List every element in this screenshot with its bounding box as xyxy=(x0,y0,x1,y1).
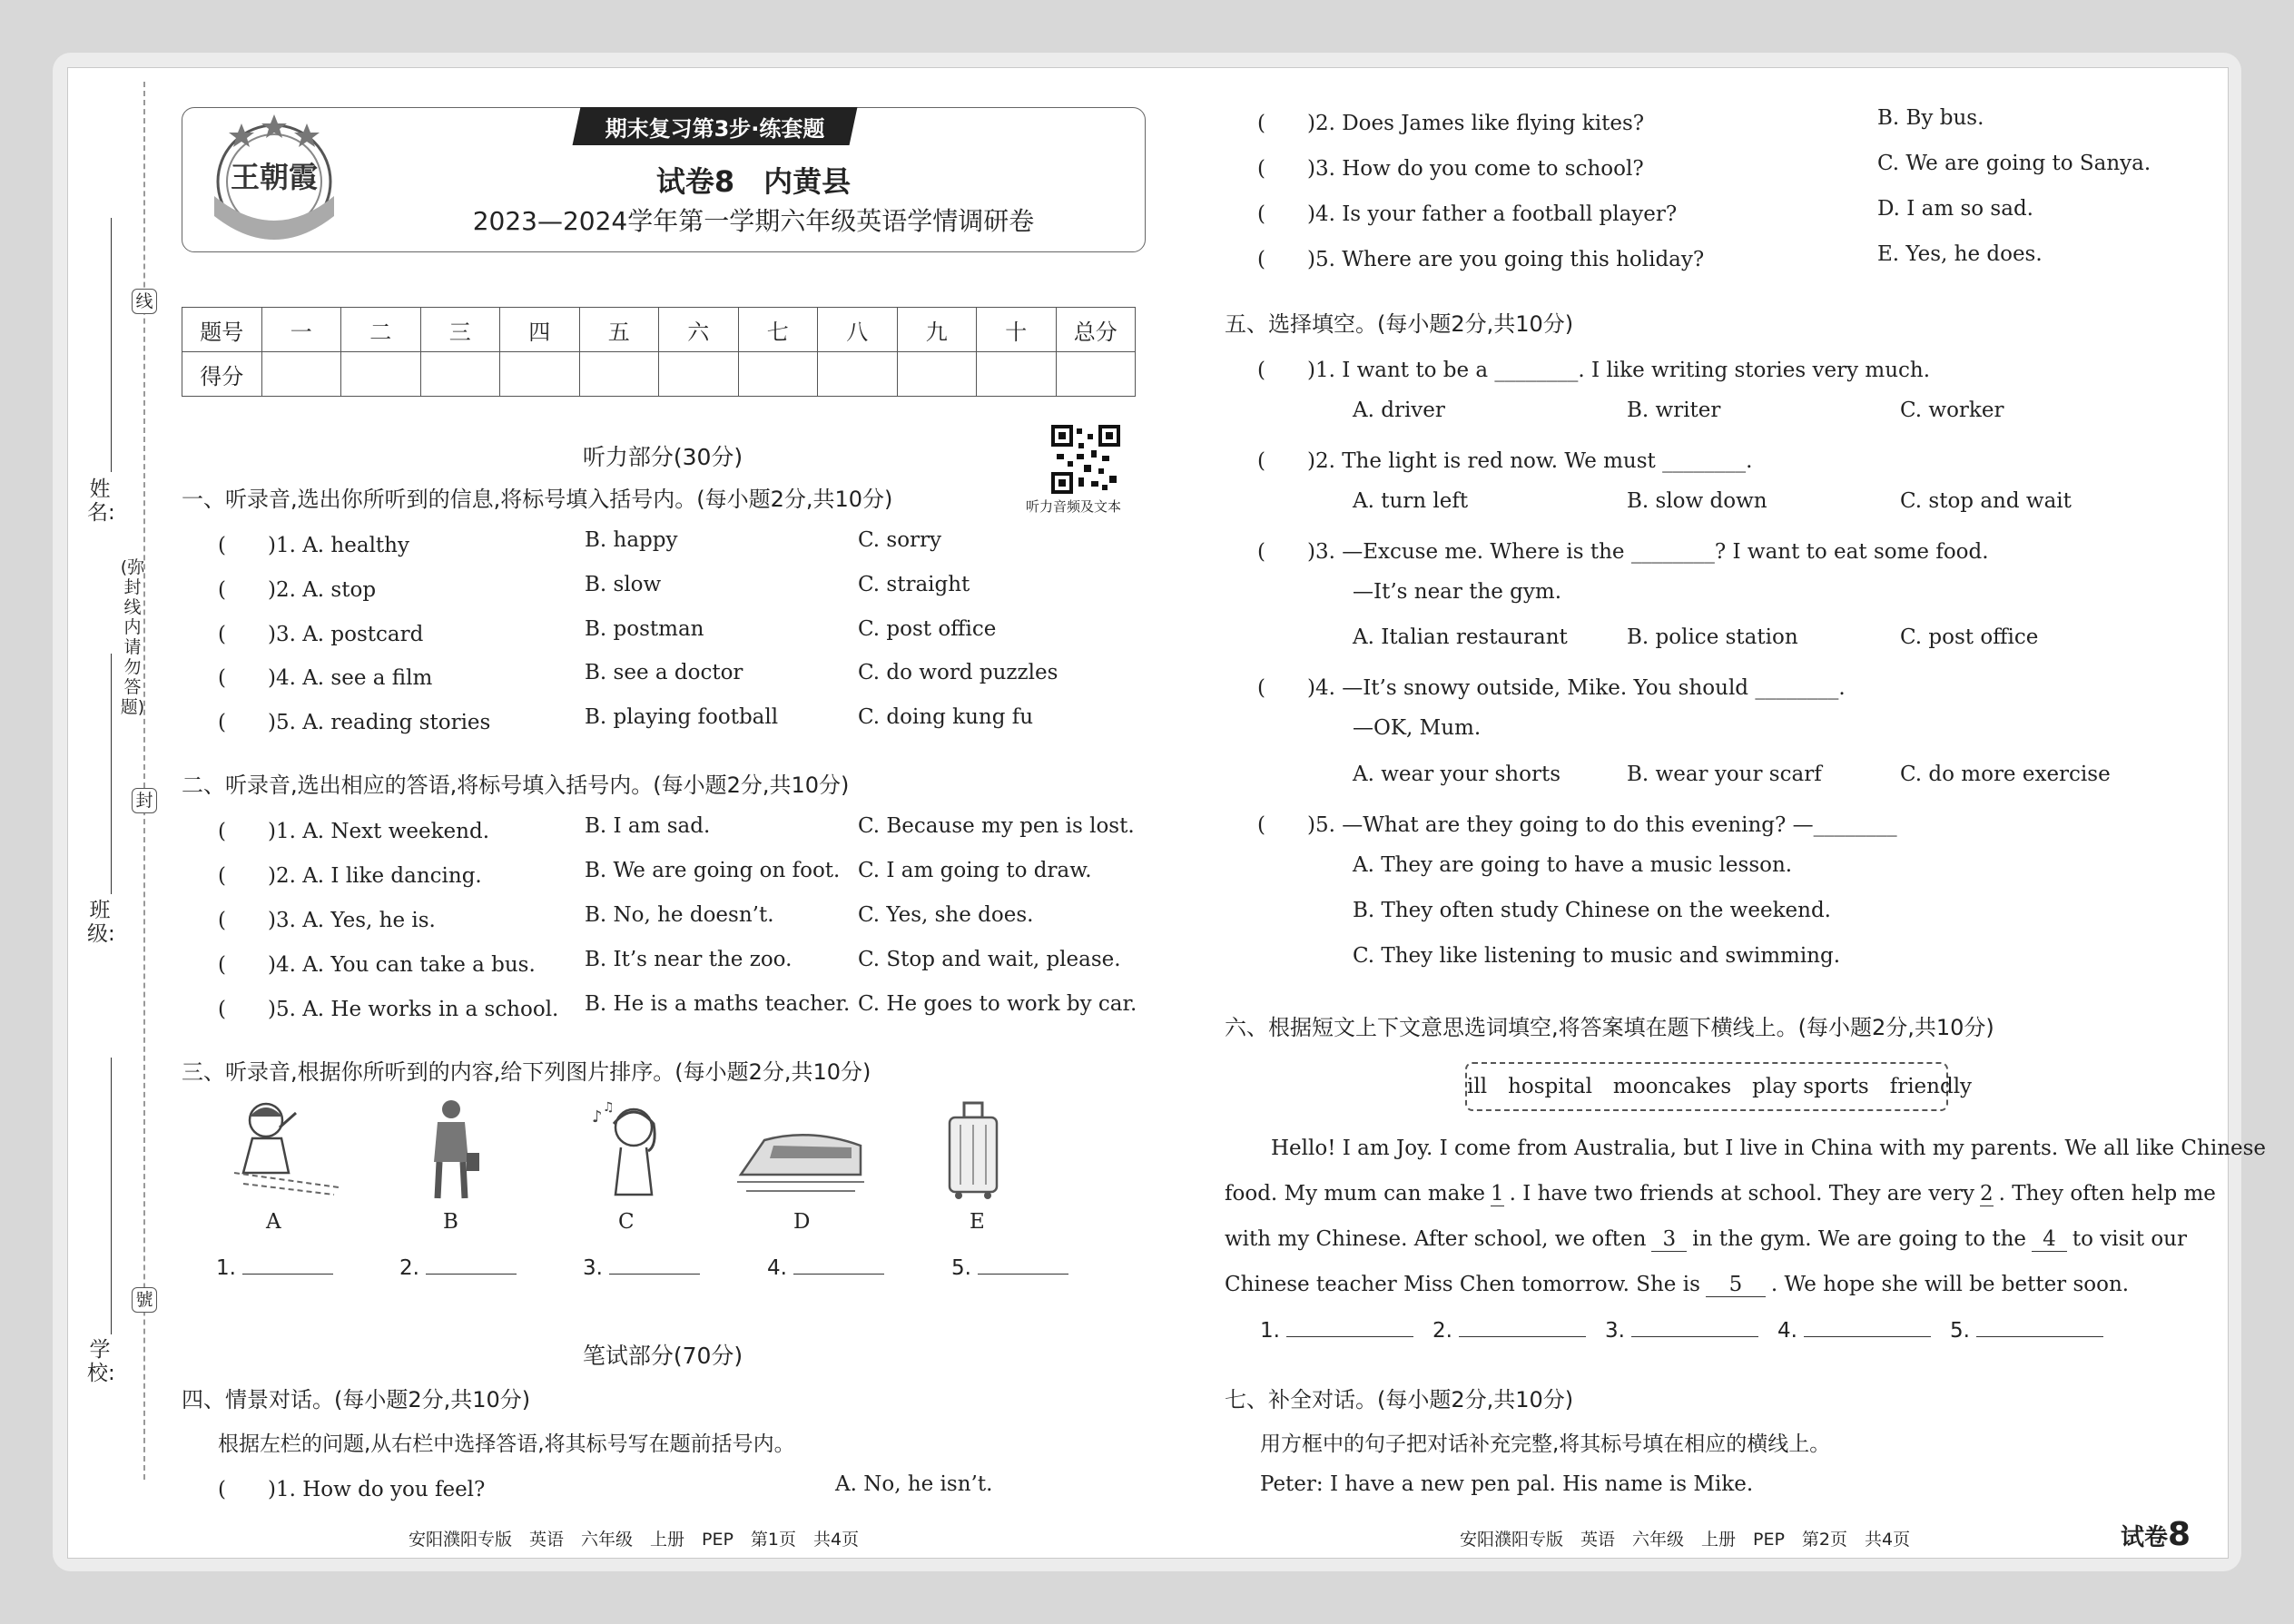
s5-q5-opt-c: C. They like listening to music and swimming. xyxy=(1353,944,1841,968)
score-table-header-row xyxy=(182,308,1136,352)
s5-q1-opt-b: B. writer xyxy=(1627,399,1721,422)
score-table-score-row xyxy=(182,352,1136,397)
picture-label-a: A xyxy=(266,1210,281,1234)
section-5-title: 五、选择填空。(每小题2分,共10分) xyxy=(1225,311,1574,337)
written-title: 笔试部分(70分) xyxy=(582,1343,743,1369)
s1-q5-c: C. doing kung fu xyxy=(858,705,1034,729)
s3-answer-2 xyxy=(399,1256,517,1280)
score-input-cell[interactable] xyxy=(738,352,818,397)
score-input-cell[interactable] xyxy=(818,352,898,397)
section-7-title: 七、补全对话。(每小题2分,共10分) xyxy=(1225,1387,1574,1412)
passage-text: . They often help me xyxy=(1998,1182,2216,1206)
s4-q3[interactable]: ( )3. How do you come to school? xyxy=(1257,157,1644,181)
exam-badge xyxy=(2121,1516,2191,1553)
s4-answer-a: A. No, he isn’t. xyxy=(835,1472,993,1496)
s3-answer-3-blank[interactable] xyxy=(609,1274,700,1275)
s5-q4-opt-a: A. wear your shorts xyxy=(1353,763,1561,786)
s1-q4-a[interactable]: ( )4. A. see a film xyxy=(218,666,433,690)
s6-answer-4-blank[interactable] xyxy=(1804,1336,1931,1337)
passage-blank-2: 2 xyxy=(1980,1182,1994,1206)
picture-label-c: C xyxy=(618,1210,635,1234)
s5-q3-opt-b: B. police station xyxy=(1627,625,1798,649)
passage-text: in the gym. We are going to the xyxy=(1692,1227,2027,1251)
s5-q2-opt-c: C. stop and wait xyxy=(1900,489,2072,513)
section-4-title: 四、情景对话。(每小题2分,共10分) xyxy=(182,1387,531,1412)
s2-q4-b: B. It’s near the zoo. xyxy=(585,948,793,971)
s2-q5-c: C. He goes to work by car. xyxy=(858,992,1137,1016)
score-cell: 七 xyxy=(738,308,818,352)
s6-answer-1-num: 1. xyxy=(1260,1319,1280,1343)
s5-q4[interactable]: ( )4. —It’s snowy outside, Mike. You should ________. xyxy=(1257,676,1846,700)
score-cell: 题号 xyxy=(182,308,262,352)
s1-q5-b: B. playing football xyxy=(585,705,779,729)
score-input-cell[interactable] xyxy=(897,352,977,397)
s6-answer-2-blank[interactable] xyxy=(1459,1336,1586,1337)
s3-answer-4-blank[interactable] xyxy=(793,1274,884,1275)
score-cell: 六 xyxy=(659,308,739,352)
binding-mark-hao: 號 xyxy=(132,1287,157,1313)
passage-text: . We hope she will be better soon. xyxy=(1770,1273,2130,1296)
s1-q3-c: C. post office xyxy=(858,617,997,641)
passage-text: . I have two friends at school. They are very xyxy=(1509,1182,1974,1206)
s3-answer-5-num: 5. xyxy=(951,1256,971,1280)
s2-q3-c: C. Yes, she does. xyxy=(858,903,1034,927)
score-cell: 三 xyxy=(420,308,500,352)
banner-text: 期末复习第3步·练套题 xyxy=(605,116,825,142)
score-cell: 八 xyxy=(818,308,898,352)
picture-c-girl-singing-icon xyxy=(590,1100,672,1204)
s5-q1-opt-c: C. worker xyxy=(1900,399,2004,422)
s1-q1-c: C. sorry xyxy=(858,528,942,552)
listening-title: 听力部分(30分) xyxy=(582,444,743,470)
s1-q2-c: C. straight xyxy=(858,573,970,596)
s6-answer-1-blank[interactable] xyxy=(1286,1336,1413,1337)
s1-q5-a[interactable]: ( )5. A. reading stories xyxy=(218,711,491,734)
svg-text:♪: ♪ xyxy=(592,1107,603,1127)
score-input-cell[interactable] xyxy=(659,352,739,397)
s3-answer-1 xyxy=(216,1256,333,1280)
section-6-title: 六、根据短文上下文意思选词填空,将答案填在题下横线上。(每小题2分,共10分) xyxy=(1225,1015,1994,1040)
s2-q2-a[interactable]: ( )2. A. I like dancing. xyxy=(218,864,482,888)
s6-answer-1 xyxy=(1260,1319,1413,1343)
s1-q4-b: B. see a doctor xyxy=(585,661,743,684)
s6-answer-2-num: 2. xyxy=(1433,1319,1452,1343)
s5-q2[interactable]: ( )2. The light is red now. We must ________. xyxy=(1257,449,1753,473)
s5-q4-reply: —OK, Mum. xyxy=(1353,716,1482,740)
s2-q2-c: C. I am going to draw. xyxy=(858,859,1092,882)
s1-q2-a[interactable]: ( )2. A. stop xyxy=(218,578,377,602)
s1-q3-a[interactable]: ( )3. A. postcard xyxy=(218,623,424,646)
s6-answer-5 xyxy=(1950,1319,2103,1343)
footer-right: 安阳濮阳专版 英语 六年级 上册 PEP 第2页 共4页 xyxy=(1460,1530,1911,1550)
score-input-cell[interactable] xyxy=(420,352,500,397)
picture-label-b: B xyxy=(443,1210,458,1234)
s4-answer-d: D. I am so sad. xyxy=(1877,197,2033,221)
score-cell: 总分 xyxy=(1056,308,1136,352)
s6-answer-3 xyxy=(1605,1319,1758,1343)
s2-q4-a[interactable]: ( )4. A. You can take a bus. xyxy=(218,953,536,977)
s5-q5-opt-b: B. They often study Chinese on the weekend. xyxy=(1353,899,1831,922)
score-cell: 五 xyxy=(579,308,659,352)
score-input-cell[interactable] xyxy=(261,352,341,397)
s4-answer-b: B. By bus. xyxy=(1877,106,1984,130)
s4-q5[interactable]: ( )5. Where are you going this holiday? xyxy=(1257,248,1705,271)
score-cell: 得分 xyxy=(182,352,262,397)
s1-q3-b: B. postman xyxy=(585,617,704,641)
score-cell: 十 xyxy=(977,308,1057,352)
s6-answer-5-blank[interactable] xyxy=(1976,1336,2103,1337)
binding-mark-feng: 封 xyxy=(132,788,157,813)
s6-answer-5-num: 5. xyxy=(1950,1319,1970,1343)
s2-q4-c: C. Stop and wait, please. xyxy=(858,948,1121,971)
name-line xyxy=(111,218,112,472)
s4-answer-c: C. We are going to Sanya. xyxy=(1877,152,2151,175)
section-2-title: 二、听录音,选出相应的答语,将标号填入括号内。(每小题2分,共10分) xyxy=(182,773,850,798)
section-7-instruction: 用方框中的句子把对话补充完整,将其标号填在相应的横线上。 xyxy=(1260,1432,1831,1456)
passage-text: with my Chinese. After school, we often xyxy=(1225,1227,1647,1251)
s6-answer-4 xyxy=(1777,1319,1931,1343)
s5-q1-opt-a: A. driver xyxy=(1353,399,1445,422)
s5-q4-opt-c: C. do more exercise xyxy=(1900,763,2111,786)
exam-title: 试卷8 内黄县 xyxy=(655,164,852,199)
binding-note: (弥封线内请勿答题) xyxy=(120,557,145,717)
s3-answer-4 xyxy=(767,1256,884,1280)
school-line xyxy=(111,1058,112,1334)
s6-answer-3-num: 3. xyxy=(1605,1319,1625,1343)
passage-line-4 xyxy=(1225,1273,2129,1297)
s3-answer-2-num: 2. xyxy=(399,1256,419,1280)
s2-q2-b: B. We are going on foot. xyxy=(585,859,841,882)
s3-answer-1-num: 1. xyxy=(216,1256,236,1280)
name-label: 姓名: xyxy=(87,477,115,525)
s2-q1-c: C. Because my pen is lost. xyxy=(858,814,1135,838)
passage-blank-4: 4 xyxy=(2032,1227,2067,1252)
word-bank-box: ill hospital mooncakes play sports friendly xyxy=(1465,1062,1948,1111)
picture-d-train-icon xyxy=(737,1118,864,1199)
passage-blank-1: 1 xyxy=(1490,1182,1504,1206)
exam-badge-number: 8 xyxy=(2168,1516,2191,1553)
footer-left: 安阳濮阳专版 英语 六年级 上册 PEP 第1页 共4页 xyxy=(409,1530,860,1550)
exam-badge-label: 试卷 xyxy=(2121,1524,2169,1551)
picture-a-boy-writing-icon xyxy=(225,1100,343,1204)
section-3-title: 三、听录音,根据你所听到的内容,给下列图片排序。(每小题2分,共10分) xyxy=(182,1059,871,1085)
passage-blank-3: 3 xyxy=(1651,1227,1687,1252)
s1-q4-c: C. do word puzzles xyxy=(858,661,1058,684)
s5-q5-opt-a: A. They are going to have a music lesson. xyxy=(1353,853,1793,877)
score-input-cell[interactable] xyxy=(341,352,421,397)
dialogue-line-1: Peter: I have a new pen pal. His name is Mike. xyxy=(1260,1472,1754,1496)
qr-caption: 听力音频及文本 xyxy=(1026,498,1122,515)
svg-text:♫: ♫ xyxy=(603,1100,615,1115)
s4-q2[interactable]: ( )2. Does James like flying kites? xyxy=(1257,112,1645,135)
passage-line-3 xyxy=(1225,1227,2187,1252)
score-cell: 九 xyxy=(897,308,977,352)
s5-q5[interactable]: ( )5. —What are they going to do this evening? —________ xyxy=(1257,813,1897,837)
s5-q2-opt-b: B. slow down xyxy=(1627,489,1767,513)
s5-q3-opt-c: C. post office xyxy=(1900,625,2039,649)
s3-answer-3-num: 3. xyxy=(583,1256,603,1280)
binding-mark-xian: 线 xyxy=(132,289,157,314)
score-cell: 一 xyxy=(261,308,341,352)
s3-answer-5 xyxy=(951,1256,1068,1280)
s5-q4-opt-b: B. wear your scarf xyxy=(1627,763,1822,786)
score-cell: 二 xyxy=(341,308,421,352)
class-line xyxy=(111,654,112,894)
passage-text: to visit our xyxy=(2072,1227,2187,1251)
logo-text: 王朝霞 xyxy=(230,160,318,194)
s5-q3-reply: —It’s near the gym. xyxy=(1353,580,1562,604)
s1-q2-b: B. slow xyxy=(585,573,662,596)
school-label: 学校: xyxy=(87,1338,115,1385)
score-input-cell[interactable] xyxy=(1056,352,1136,397)
passage-blank-5: 5 xyxy=(1706,1273,1766,1297)
s3-answer-5-blank[interactable] xyxy=(978,1274,1068,1275)
s5-q1[interactable]: ( )1. I want to be a ________. I like writing stories very much. xyxy=(1257,359,1931,382)
s1-q1-b: B. happy xyxy=(585,528,678,552)
picture-b-businessman-icon xyxy=(419,1098,483,1206)
s5-q3-opt-a: A. Italian restaurant xyxy=(1353,625,1568,649)
s3-answer-2-blank[interactable] xyxy=(426,1274,517,1275)
s4-q4[interactable]: ( )4. Is your father a football player? xyxy=(1257,202,1678,226)
section-4-instruction: 根据左栏的问题,从右栏中选择答语,将其标号写在题前括号内。 xyxy=(218,1432,795,1456)
s2-q5-b: B. He is a maths teacher. xyxy=(585,992,851,1016)
passage-line-2 xyxy=(1225,1182,2216,1206)
s2-q3-b: B. No, he doesn’t. xyxy=(585,903,774,927)
s6-answer-2 xyxy=(1433,1319,1586,1343)
score-input-cell[interactable] xyxy=(500,352,580,397)
s2-q1-b: B. I am sad. xyxy=(585,814,711,838)
s2-q1-a[interactable]: ( )1. A. Next weekend. xyxy=(218,820,489,843)
passage-line-1: Hello! I am Joy. I come from Australia, but I live in China with my parents. We all like Chinese xyxy=(1271,1137,2267,1160)
s4-q1[interactable]: ( )1. How do you feel? xyxy=(218,1478,486,1501)
s3-answer-4-num: 4. xyxy=(767,1256,787,1280)
score-input-cell[interactable] xyxy=(977,352,1057,397)
passage-text: Chinese teacher Miss Chen tomorrow. She is xyxy=(1225,1273,1700,1296)
score-table xyxy=(182,307,1136,397)
s1-q1-a[interactable]: ( )1. A. healthy xyxy=(218,534,409,557)
picture-label-d: D xyxy=(793,1210,811,1234)
picture-e-suitcase-icon xyxy=(946,1101,1000,1205)
section-1-title: 一、听录音,选出你所听到的信息,将标号填入括号内。(每小题2分,共10分) xyxy=(182,487,893,512)
s2-q3-a[interactable]: ( )3. A. Yes, he is. xyxy=(218,909,436,932)
score-cell: 四 xyxy=(500,308,580,352)
exam-subtitle: 2023—2024学年第一学期六年级英语学情调研卷 xyxy=(472,206,1035,236)
s2-q5-a[interactable]: ( )5. A. He works in a school. xyxy=(218,998,559,1021)
s5-q2-opt-a: A. turn left xyxy=(1353,489,1469,513)
passage-text: food. My mum can make xyxy=(1225,1182,1485,1206)
s3-answer-3 xyxy=(583,1256,700,1280)
s5-q3[interactable]: ( )3. —Excuse me. Where is the ________? I want to eat some food. xyxy=(1257,540,1989,564)
s3-answer-1-blank[interactable] xyxy=(242,1274,333,1275)
picture-label-e: E xyxy=(970,1210,985,1234)
s6-answer-3-blank[interactable] xyxy=(1631,1336,1758,1337)
s4-answer-e: E. Yes, he does. xyxy=(1877,242,2043,266)
class-label: 班级: xyxy=(87,899,115,946)
s6-answer-4-num: 4. xyxy=(1777,1319,1797,1343)
score-input-cell[interactable] xyxy=(579,352,659,397)
